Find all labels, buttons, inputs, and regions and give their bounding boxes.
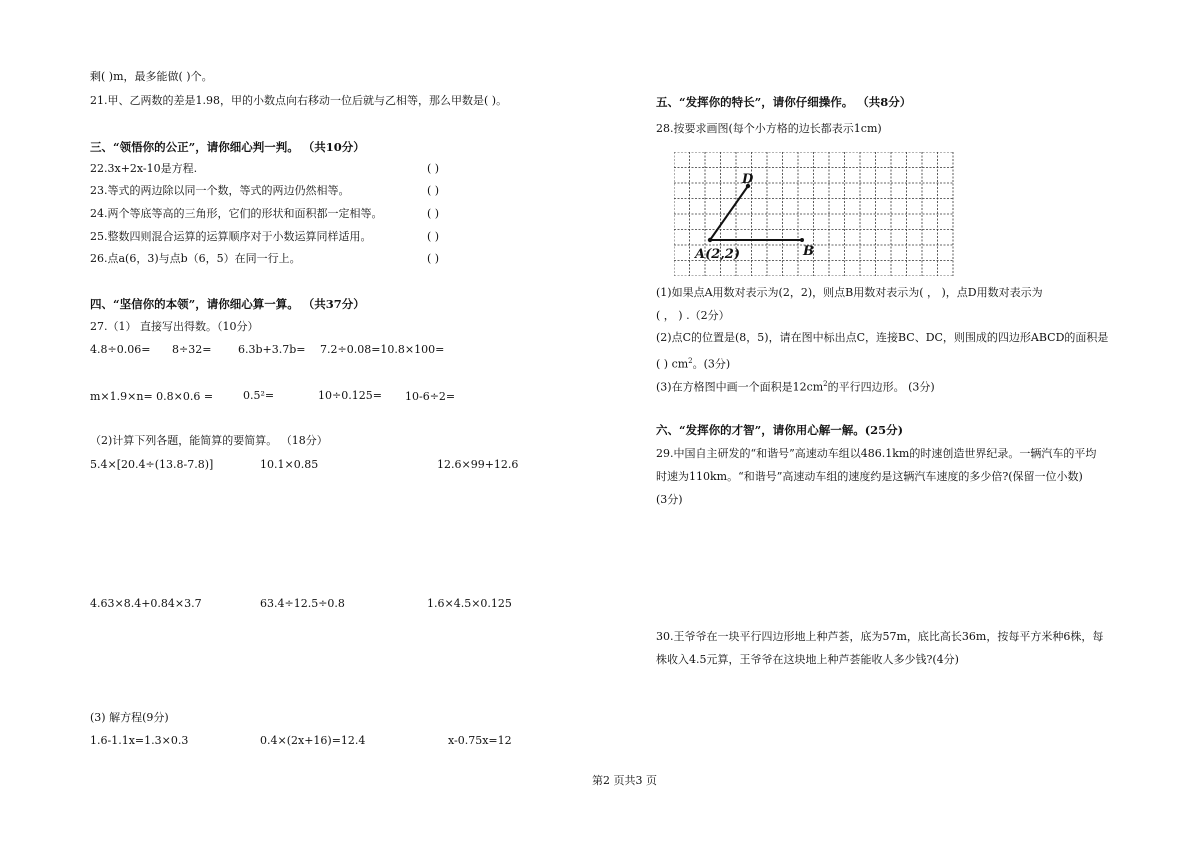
judge-mark: ( ) (427, 252, 440, 265)
q28-3-text: (3)在方格图中画一个面积是12cm (656, 380, 824, 394)
question-28: 28.按要求画图(每个小方格的边长都表示1cm) (656, 122, 882, 135)
section-3-title: 三、“领悟你的公正”，请你细心判一判。 （共10分） (90, 140, 365, 154)
calc-item: 63.4÷12.5÷0.8 (260, 597, 345, 610)
label-a: A(2,2) (695, 247, 741, 262)
judge-mark: ( ) (427, 207, 440, 220)
calc-item: 5.4×[20.4÷(13.8-7.8)] (90, 458, 214, 471)
direct-calc-item: 0.5²= (243, 389, 275, 402)
fill-blank-continued: 剩( )m，最多能做( )个。 (90, 70, 213, 83)
q28-3-sup: 2 (823, 380, 828, 388)
judge-mark: ( ) (427, 162, 440, 175)
direct-calc-item: m×1.9×n= 0.8×0.6 = (90, 390, 214, 403)
section-6-title: 六、“发挥你的才智”，请你用心解一解。(25分) (656, 423, 904, 437)
direct-calc-item: 10÷0.125= (318, 389, 382, 402)
label-b: B (803, 244, 814, 259)
equation-item: 1.6-1.1x=1.3×0.3 (90, 734, 189, 747)
question-28-2-line1: (2)点C的位置是(8，5)，请在图中标出点C，连接BC、DC，则围成的四边形ABCD的面积是 (656, 331, 1109, 344)
question-29-line1: 29.中国自主研发的“和谐号”高速动车组以486.1km的时速创造世界纪录。一辆汽车的平均 (656, 447, 1097, 460)
direct-calc-item: 10-6÷2= (405, 390, 456, 403)
calc-item: 1.6×4.5×0.125 (427, 597, 512, 610)
judge-mark: ( ) (427, 230, 440, 243)
grid-figure (674, 152, 960, 276)
question-29-line2: 时速为110km。“和谐号”高速动车组的速度约是这辆汽车速度的多少倍?(保留一位小数) (656, 470, 1083, 483)
question-28-3 (656, 377, 935, 395)
judge-item: 23.等式的两边除以同一个数，等式的两边仍然相等。 (90, 184, 350, 197)
judge-item: 24.两个等底等高的三角形，它们的形状和面积都一定相等。 (90, 207, 383, 220)
question-27-1: 27.（1） 直接写出得数。（10分） (90, 320, 259, 333)
judge-item: 26.点a(6，3)与点b（6，5）在同一行上。 (90, 252, 301, 265)
coordinate-grid (674, 152, 960, 276)
point-b (800, 238, 804, 242)
label-d: D (742, 172, 754, 187)
question-27-2: （2)计算下列各题，能简算的要简算。 （18分） (90, 434, 328, 447)
q28-3-tail: 的平行四边形。 (3分) (827, 380, 935, 394)
q28-2-sup: 2 (688, 357, 693, 365)
question-30-line1: 30.王爷爷在一块平行四边形地上种芦荟，底为57m，底比高长36m，按每平方米种6株，每 (656, 630, 1104, 643)
section-5-title: 五、“发挥你的特长”，请你仔细操作。 （共8分） (656, 95, 912, 109)
direct-calc-item: 8÷32= (172, 343, 212, 356)
question-28-1-line2: ( ， ) .（2分） (656, 309, 730, 322)
judge-mark: ( ) (427, 184, 440, 197)
calc-item: 12.6×99+12.6 (437, 458, 519, 471)
equation-item: x-0.75x=12 (448, 734, 512, 747)
judge-item: 25.整数四则混合运算的运算顺序对于小数运算同样适用。 (90, 230, 372, 243)
calc-item: 10.1×0.85 (260, 458, 319, 471)
equation-item: 0.4×(2x+16)=12.4 (260, 734, 366, 747)
segment-ad (710, 186, 748, 240)
question-21: 21.甲、乙两数的差是1.98，甲的小数点向右移动一位后就与乙相等，那么甲数是( )。 (90, 94, 508, 107)
calc-item: 4.63×8.4+0.84×3.7 (90, 597, 202, 610)
question-27-3: (3) 解方程(9分) (90, 711, 169, 724)
point-a (708, 238, 712, 242)
page-footer: 第2 页共3 页 (592, 774, 657, 787)
question-28-2-line2 (656, 354, 730, 372)
q28-2-tail: 。(3分) (692, 357, 731, 371)
q28-2-text: ( ) cm (656, 357, 689, 371)
direct-calc-item: 6.3b+3.7b= (238, 343, 306, 356)
direct-calc-item: 7.2÷0.08=10.8×100= (320, 343, 445, 356)
direct-calc-item: 4.8÷0.06= (90, 343, 151, 356)
judge-item: 22.3x+2x-10是方程. (90, 162, 198, 175)
question-28-1-line1: (1)如果点A用数对表示为(2，2)，则点B用数对表示为( ， )，点D用数对表示为 (656, 286, 1043, 299)
question-30-line2: 株收入4.5元算，王爷爷在这块地上种芦荟能收人多少钱?(4分) (656, 653, 959, 666)
question-29-line3: (3分) (656, 493, 683, 506)
section-4-title: 四、“坚信你的本领”，请你细心算一算。 （共37分） (90, 297, 365, 311)
